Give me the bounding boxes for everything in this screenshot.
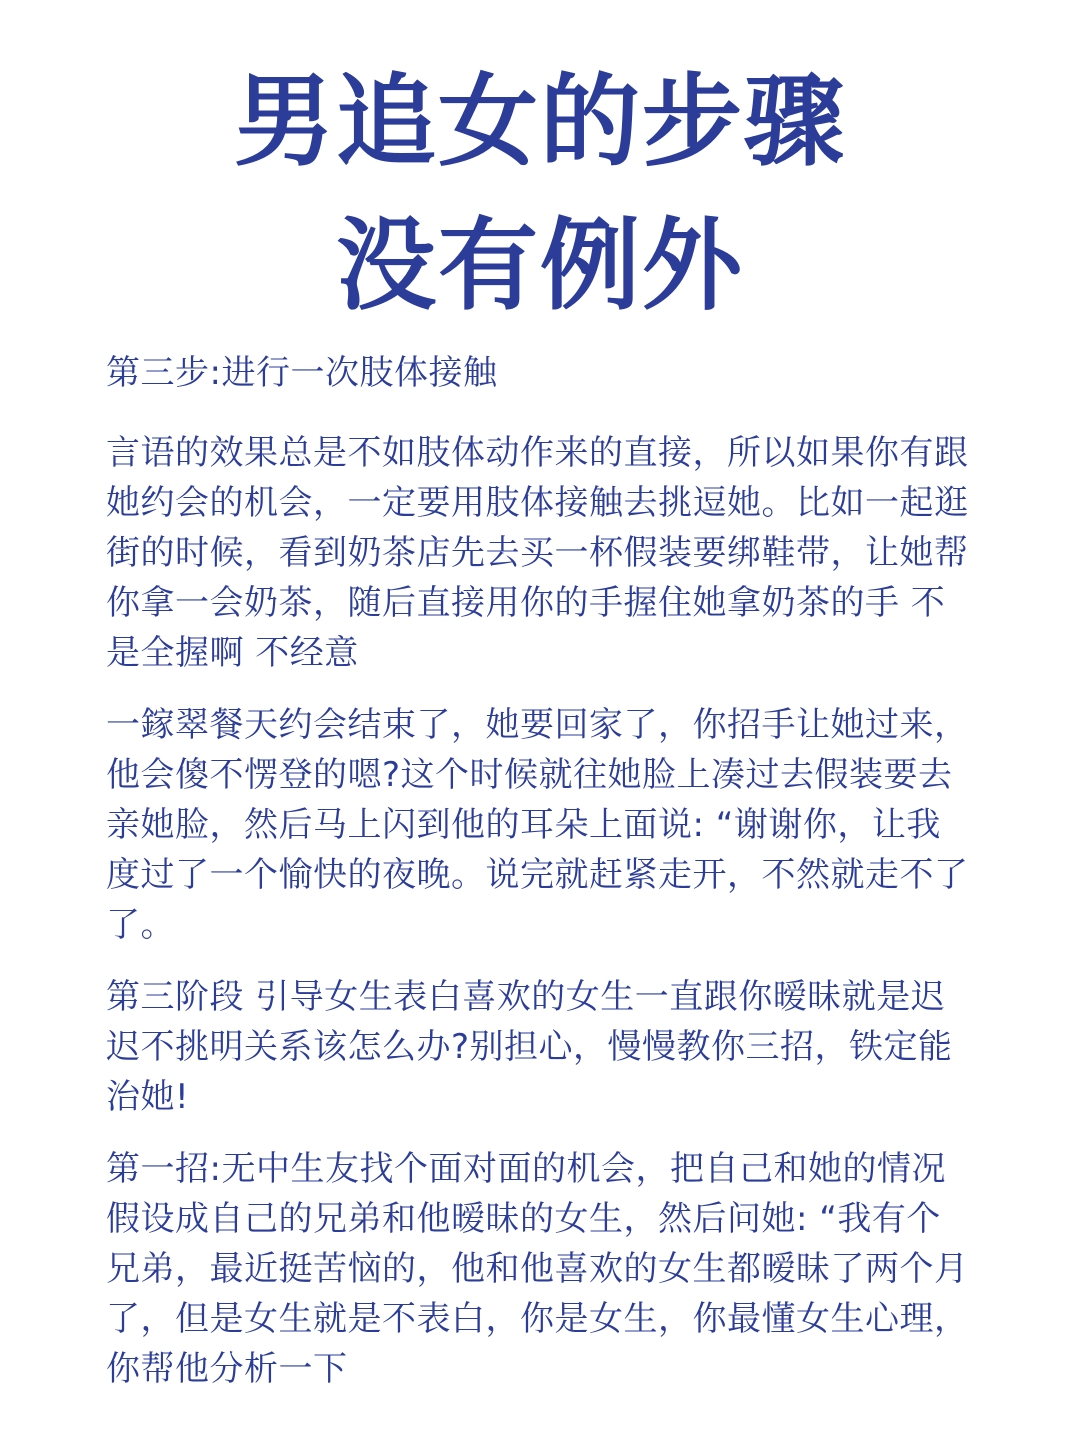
page-title-line-2: 没有例外	[336, 207, 744, 324]
paragraph-3: 第三阶段 引导女生表白喜欢的女生一直跟你暧昧就是迟迟不挑明关系该怎么办?别担心，慢慢教你三招，铁定能治她!	[106, 977, 953, 1117]
article-body	[106, 348, 974, 1416]
section-heading: 第三步:进行一次肢体接触	[106, 353, 498, 393]
page-title-line-1: 男追女的步骤	[234, 63, 846, 180]
paragraph-1: 言语的效果总是不如肢体动作来的直接，所以如果你有跟她约会的机会，一定要用肢体接触去挑逗她。比如一起逛街的时候，看到奶茶店先去买一杯假装要绑鞋带，让她帮你拿一会奶茶，随后直接用你的手握住她拿奶茶的手 不是全握啊 不经意	[106, 433, 969, 673]
paragraph-4: 第一招:无中生友找个面对面的机会，把自己和她的情况假设成自己的兄弟和他暧昧的女生，然后问她: “我有个兄弟，最近挺苦恼的，他和他喜欢的女生都暧昧了两个月了，但是女生就是不表白，你是女生，你最懂女生心理，你帮他分析一下	[106, 1149, 969, 1389]
paragraph-2: 一鎵翠餐天约会结束了，她要回家了，你招手让她过来，他会傻不愣登的嗯?这个时候就往她脸上凑过去假装要去亲她脸，然后马上闪到他的耳朵上面说: “谢谢你，让我度过了一个愉快的夜晚。说完就赶紧走开，不然就走不了了。	[106, 705, 969, 945]
